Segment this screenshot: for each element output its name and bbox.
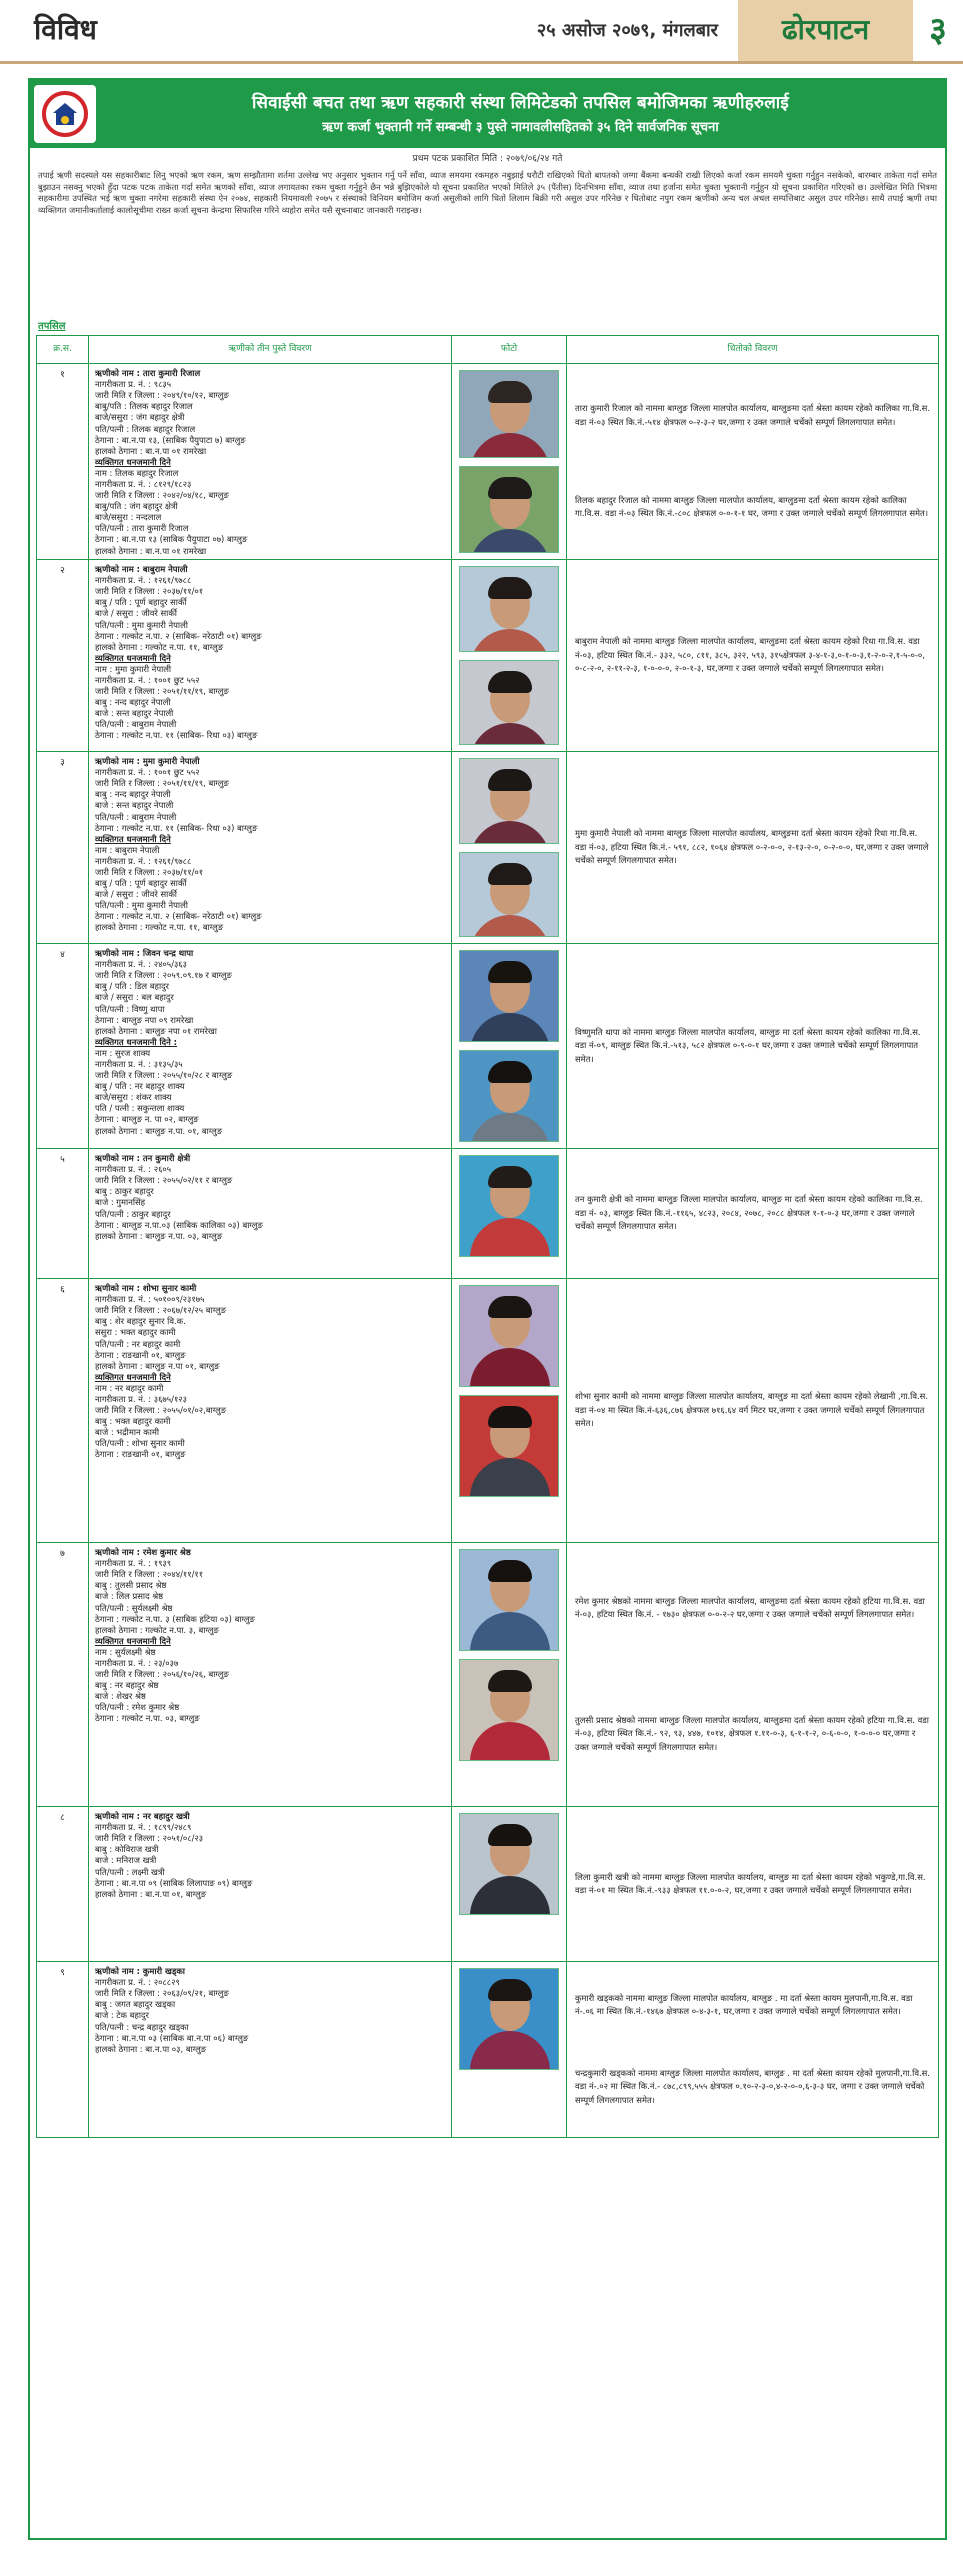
- detail-line: नागरीकता प्र. नं. : १२६१/९७८८: [95, 575, 192, 586]
- detail-line: बाबु : नन्द बहादुर नेपाली: [95, 789, 171, 800]
- man-portrait-icon: [459, 1050, 559, 1142]
- detail-line: बाबु/पति : जंग बहादुर क्षेत्री: [95, 501, 178, 512]
- borrower-name: ऋणीको नाम : बाबुराम नेपाली: [95, 564, 188, 575]
- detail-line: हालको ठेगाना : बाग्लुङ न.पा. ०१, बाग्लुङ: [95, 1125, 223, 1136]
- detail-line: जारी मिति र जिल्ला : २०३७/११/०१: [95, 586, 204, 597]
- detail-line: नागरीकता प्र. नं. : ३१३५/३५: [95, 1059, 183, 1069]
- borrower-details: [89, 1279, 452, 1542]
- borrower-name: ऋणीको नाम : रमेश कुमार श्रेष्ठ: [95, 1547, 191, 1558]
- man-portrait-icon: [459, 950, 559, 1042]
- borrower-name: ऋणीको नाम : नर बहादुर खत्री: [95, 1811, 190, 1822]
- detail-line: बाजे / ससुरा : बल बहादुर: [95, 992, 174, 1003]
- table-row: [37, 1279, 938, 1543]
- detail-line: बाजे : सन्त बहादुर नेपाली: [95, 708, 174, 719]
- detail-line: ठेगाना : राङखानी ०१, बाग्लुङ: [95, 1349, 186, 1360]
- photo-cell: [452, 1807, 567, 1961]
- detail-line: ठेगाना : गल्कोट न.पा. २ (साबिक- नरेठाटी ०१) बाग्लुङ: [95, 630, 262, 641]
- borrower-name: ऋणीको नाम : कुमारी खड्का: [95, 1966, 185, 1977]
- collateral-details: [567, 364, 938, 559]
- detail-line: नागरीकता प्र. नं. : २३/०३७: [95, 1658, 179, 1668]
- detail-line: जारी मिति र जिल्ला : २०४४/११/११: [95, 1569, 204, 1580]
- table-row: [37, 1807, 938, 1962]
- detail-line: बाबु : नर बहादुर श्रेष्ठ: [95, 1680, 159, 1691]
- detail-line: नाम : सुर्यलक्ष्मी श्रेष्ठ: [95, 1646, 156, 1657]
- detail-line: हालको ठेगाना : बा.न.पा ०१ रामरेखा: [95, 445, 207, 456]
- photo-cell: [452, 944, 567, 1148]
- detail-line: ठेगाना : बा.न.पा १३, (साबिक पैयुपाटा ७) बाग्लुङ: [95, 434, 246, 445]
- collateral-details: [567, 944, 938, 1148]
- detail-line: जारी मिति र जिल्ला : २०४९/१०/१२, बाग्लुङ: [95, 390, 229, 401]
- borrower-details: [89, 1149, 452, 1278]
- collateral-details: [567, 752, 938, 943]
- photo-cell: [452, 752, 567, 943]
- collateral-details: [567, 1543, 938, 1806]
- masthead: [0, 0, 963, 64]
- row-serial: ६: [37, 1279, 89, 1542]
- detail-line: बाजे / ससुरा : जीवरे सार्की: [95, 608, 177, 619]
- detail-line: ठेगाना : गल्कोट न.पा. ०३, बाग्लुङ: [95, 1713, 200, 1724]
- photo-cell: [452, 1962, 567, 2137]
- man-portrait-icon: [459, 566, 559, 652]
- detail-line: जारी मिति र जिल्ला : २०६७/१२/२५ बाग्लुङ: [95, 1305, 227, 1316]
- section-title: विविध: [34, 13, 97, 47]
- header-details: ऋणीको तीन पुस्ते विवरण: [89, 336, 452, 363]
- table-row: [37, 364, 938, 560]
- cooperative-logo-icon: [34, 85, 96, 143]
- detail-line: ठेगाना : बाग्लुङ नपा ०९ रामरेखा: [95, 1014, 194, 1025]
- detail-line: बाबु : तुलसी प्रसाद श्रेष्ठ: [95, 1580, 167, 1591]
- detail-line: ससुरा : भक्त बहादुर कामी: [95, 1327, 176, 1338]
- table-row: [37, 1543, 938, 1807]
- woman-portrait-icon: [459, 370, 559, 458]
- detail-line: हालको ठेगाना : बा.न.पा ०३, बाग्लुङ: [95, 2043, 207, 2054]
- detail-line: हालको ठेगाना : गल्कोट न.पा. ११, बाग्लुङ: [95, 641, 224, 652]
- woman-portrait-icon: [459, 1155, 559, 1257]
- detail-line: पति/पत्नी : सुर्यलक्ष्मी श्रेष्ठ: [95, 1602, 173, 1613]
- detail-line: बाबु : शेर बहादुर सुनार वि.क.: [95, 1316, 186, 1327]
- detail-line: नाम : तिलक बहादुर रिजाल: [95, 467, 179, 478]
- woman-portrait-icon: [459, 1659, 559, 1761]
- photo-cell: [452, 1543, 567, 1806]
- publication-date: प्रथम पटक प्रकाशित मिति : २०७९/०६/२४ गते: [412, 154, 563, 164]
- detail-line: जारी मिति र जिल्ला : २०५५/१०/२८ र बाग्लुङ: [95, 1070, 233, 1081]
- detail-line: ठेगाना : गल्कोट न.पा. ११ (साबिक- रिधा ०३) बाग्लुङ: [95, 730, 258, 741]
- row-serial: ९: [37, 1962, 89, 2137]
- borrower-details: [89, 1962, 452, 2137]
- detail-line: बाबु / पति : नर बहादुर शाक्य: [95, 1081, 185, 1092]
- detail-line: हालको ठेगाना : बाग्लुङ न.पा. ०३, बाग्लुङ: [95, 1230, 223, 1241]
- detail-line: नागरीकता प्र. नं. : २६०५: [95, 1164, 172, 1175]
- detail-line: पति/पत्नी : बाबुराम नेपाली: [95, 811, 177, 822]
- guarantor-heading: व्यक्तिगत धनजमानी दिने: [95, 652, 171, 663]
- detail-line: ठेगाना : गल्कोट न.पा. २ (साबिक- नरेठाटी ०१) बाग्लुङ: [95, 911, 262, 922]
- detail-line: नागरीकता प्र. नं. : १००१ छुट ५५२: [95, 767, 200, 778]
- collateral-paragraph: शोभा सुनार कामी को नाममा बाग्लुङ जिल्ला मालपोत कार्यालय, बाग्लुङ मा दर्ता श्रेस्ता कायम रहेको लेखानी ,गा.वि.स. वडा नं-०४ मा स्थित कि.नं-६३६,८७६ क्षेत्रफल ७१६.६४ वर्ग मिटर घर,जग्गा र उक्त जग्गाले चर्चेको सम्पूर्ण लिगलगापात समेत।: [575, 1391, 928, 1429]
- guarantor-heading: व्यक्तिगत धनजमानी दिने: [95, 833, 171, 844]
- detail-line: ठेगाना : राङखानी ०१, बाग्लुङ: [95, 1449, 186, 1460]
- detail-line: बाजे/ससुरा : नन्दलाल: [95, 512, 162, 523]
- collateral-details: [567, 1807, 938, 1961]
- borrower-details: [89, 1807, 452, 1961]
- woman-portrait-icon: [459, 758, 559, 844]
- collateral-paragraph: तारा कुमारी रिजाल को नाममा बाग्लुङ जिल्ला मालपोत कार्यालय, बाग्लुङमा दर्ता श्रेस्ता कायम रहेको कालिका गा.वि.स. वडा नं-०३ स्थित कि.नं.-५१४ क्षेत्रफल ०-२-३-२ घर,जग्गा र उक्त जग्गाले चर्चेको सम्पूर्ण लिगलगापात समेत।: [575, 403, 931, 427]
- notice-subtitle: ऋण कर्जा भुक्तानी गर्ने सम्बन्धी ३ पुस्ते नामावलीसहितको ३५ दिने सार्वजनिक सूचना: [322, 119, 719, 135]
- detail-line: जारी मिति र जिल्ला : २०५१/११/१९, बाग्लुङ: [95, 778, 229, 789]
- row-serial: ७: [37, 1543, 89, 1806]
- detail-line: ठेगाना : बाग्लुङ न. पा ०२, बाग्लुङ: [95, 1114, 199, 1125]
- table-row: [37, 944, 938, 1149]
- collateral-paragraph: चन्द्रकुमारी खड्कको नाममा बाग्लुङ जिल्ला मालपोत कार्यालय, बाग्लुङ . मा दर्ता श्रेस्ता कायम रहेको मुलपानी,गा.वि.स. वडा नं-.०२ मा स्थित कि.नं.- ८७८,८९९,५५५ क्षेत्रफल ०.१०-२-३-०,४-२-०-०,६-३-३ घर, जग्गा र उक्त जग्गाले चर्चेको सम्पूर्ण लिगलगापात समेत।: [575, 2067, 930, 2105]
- detail-line: नागरीकता प्र. नं. : ९८३५: [95, 379, 172, 390]
- borrower-table: [36, 335, 939, 2138]
- borrower-name: ऋणीको नाम : मुमा कुमारी नेपाली: [95, 756, 200, 767]
- woman-portrait-icon: [459, 1285, 559, 1387]
- detail-line: हालको ठेगाना : बाग्लुङ नपा ०१ रामरेखा: [95, 1025, 217, 1036]
- collateral-paragraph: रमेश कुमार श्रेष्ठको नाममा बाग्लुङ जिल्ला मालपोत कार्यालय, बाग्लुङमा दर्ता श्रेस्ता कायम रहेको हटिया गा.वि.स. वडा नं-०३, हटिया स्थित कि.नं. - १७३० क्षेत्रफल ०-०-२-२ घर,जग्गा र उक्त जग्गाले चर्चेको सम्पूर्ण लिगलगापात समेत।: [575, 1596, 925, 1620]
- header-photo: फोटो: [452, 336, 567, 363]
- detail-line: पति/पत्नी : तिलक बहादुर रिजाल: [95, 423, 196, 434]
- guarantor-heading: व्यक्तिगत धनजमानी दिने: [95, 1635, 171, 1646]
- detail-line: हालको ठेगाना : गल्कोट न.पा. ३, बाग्लुङ: [95, 1624, 219, 1635]
- detail-line: हालको ठेगाना : गल्कोट न.पा. ११, बाग्लुङ: [95, 922, 224, 933]
- detail-line: नागरीकता प्र. नं. : ३६७५/१२३: [95, 1394, 188, 1404]
- detail-line: नाम : सुरज शाक्य: [95, 1047, 151, 1058]
- page-number: ३: [913, 0, 963, 61]
- collateral-paragraph: विष्णुमति थापा को नाममा बाग्लुङ जिल्ला मालपोत कार्यालय, बाग्लुङ मा दर्ता श्रेस्ता कायम रहेको कालिका गा.वि.स. वडा नं-०९, बाग्लुङ स्थित कि.नं.-५१३, ५८२ क्षेत्रफल ०-९-०-१ घर,जग्गा र उक्त जग्गाले चर्चेको सम्पूर्ण लिगलगापात समेत।: [575, 1026, 921, 1064]
- man-portrait-icon: [459, 1813, 559, 1915]
- detail-line: नागरीकता प्र. नं. : १८९९/२४८९: [95, 1822, 192, 1833]
- row-serial: ३: [37, 752, 89, 943]
- detail-line: हालको ठेगाना : बा.न.पा ०१, बाग्लुङ: [95, 1888, 207, 1899]
- detail-line: पति/पत्नी : नर बहादुर कामी: [95, 1338, 181, 1349]
- detail-line: पति/पत्नी : बाबुराम नेपाली: [95, 719, 177, 730]
- collateral-paragraph: तन कुमारी क्षेत्री को नाममा बाग्लुङ जिल्ला मालपोत कार्यालय, बाग्लुङ मा दर्ता श्रेस्ता कायम रहेको कालिका गा.वि.स. वडा नं- ०३, बाग्लुङ स्थित कि.नं.-११६५, ४८२३, २०८४, २०७८, २०८८ क्षेत्रफल १-१-०-३ घर,जग्गा र उक्त जग्गाले चर्चेको सम्पूर्ण लिगलगापात समेत।: [575, 1194, 923, 1232]
- detail-line: बाबु : ठाकुर बहादुर: [95, 1186, 154, 1197]
- table-caption: तपसिल: [38, 320, 66, 332]
- detail-line: बाबु / पति : डिल बहादुर: [95, 981, 169, 992]
- detail-line: बाजे : शेखर श्रेष्ठ: [95, 1691, 146, 1702]
- man-portrait-icon: [459, 466, 559, 554]
- detail-line: पति/पत्नी : ठाकुर बहादुर: [95, 1208, 171, 1219]
- guarantor-heading: व्यक्तिगत धनजमानी दिने :: [95, 1036, 178, 1047]
- man-portrait-icon: [459, 1395, 559, 1497]
- detail-line: पति/पत्नी : विष्णु थापा: [95, 1003, 165, 1014]
- newspaper-brand: ढोरपाटन: [738, 0, 913, 61]
- photo-cell: [452, 560, 567, 751]
- borrower-details: [89, 560, 452, 751]
- row-serial: १: [37, 364, 89, 559]
- detail-line: बाबु / पति : पूर्ण बहादुर सार्की: [95, 597, 187, 608]
- detail-line: जारी मिति र जिल्ला : २०५५/०२/११ र बाग्लुङ: [95, 1175, 233, 1186]
- photo-cell: [452, 1279, 567, 1542]
- woman-portrait-icon: [459, 660, 559, 746]
- detail-line: नागरीकता प्र. नं. : ८१२९/१८२३: [95, 479, 192, 489]
- borrower-name: ऋणीको नाम : तारा कुमारी रिजाल: [95, 368, 201, 379]
- detail-line: ठेगाना : गल्कोट न.पा. ११ (साबिक- रिधा ०३) बाग्लुङ: [95, 822, 258, 833]
- detail-line: ठेगाना : गल्कोट न.पा. ३ (साबिक हटिया ०३) बाग्लुङ: [95, 1613, 255, 1624]
- collateral-paragraph: लिला कुमारी खत्री को नाममा बाग्लुङ जिल्ला मालपोत कार्यालय, बाग्लुङ मा दर्ता श्रेस्ता कायम रहेको भकुण्डे,गा.वि.स. वडा नं-०१ मा स्थित कि.नं.-९३३ क्षेत्रफल ११.०-०-२, घर,जग्गा र उक्त जग्गाले चर्चेको सम्पूर्ण लिगलगापात समेत।: [575, 1871, 926, 1896]
- detail-line: पति/पत्नी : लक्ष्मी खत्री: [95, 1866, 165, 1877]
- detail-line: जारी मिति र जिल्ला : २०३७/११/०१: [95, 867, 204, 877]
- detail-line: बाबु : जगत बहादुर खड्का: [95, 1999, 176, 2010]
- notice-title: सिवाईसी बचत तथा ऋण सहकारी संस्था लिमिटेडको तपसिल बमोजिमका ऋणीहरुलाई: [252, 93, 789, 114]
- row-serial: ४: [37, 944, 89, 1148]
- detail-line: नागरीकता प्र. नं. : २०८८२९: [95, 1977, 180, 1988]
- detail-line: जारी मिति र जिल्ला : २०५६/१०/२६, बाग्लुङ: [95, 1669, 229, 1680]
- row-serial: ८: [37, 1807, 89, 1961]
- detail-line: पति/पत्नी : मुमा कुमारी नेपाली: [95, 619, 188, 630]
- borrower-name: ऋणीको नाम : जिवन चन्द्र थापा: [95, 948, 194, 959]
- collateral-paragraph: बाबुराम नेपाली को नाममा बाग्लुङ जिल्ला मालपोत कार्यालय, बाग्लुङमा दर्ता श्रेस्ता कायम रहेको रिधा गा.वि.स. वडा नं-०३, हटिया स्थित कि.नं.- ३३२, ५८०, ८११, ३८५, ३२२, ५९३, ३१५क्षेत्रफल ३-४-१-३,०-१-०-३,१-२-०-२,१-५-०-०, ०-८-२-०, २-११-२-३, १-०-०-०, २-०-१-३, घर,जग्गा र उक्त जग्गाले चर्चेको सम्पूर्ण लिगलगापात समेत।: [575, 636, 925, 674]
- borrower-details: [89, 364, 452, 559]
- row-serial: ५: [37, 1149, 89, 1278]
- collateral-paragraph: तुलसी प्रसाद श्रेष्ठको नाममा बाग्लुङ जिल्ला मालपोत कार्यालय, बाग्लुङमा दर्ता श्रेस्ता कायम रहेको हटिया गा.वि.स. वडा नं-०३, हटिया स्थित कि.नं.- ९२, ९३, ४४७, १०१४, क्षेत्रफल १.११-०-३, ६-१-१-२, ०-६-०-०, १-०-०-० घर,जग्गा र उक्त जग्गाले चर्चेको सम्पूर्ण लिगलगापात समेत।: [575, 1714, 929, 1752]
- detail-line: पति/पत्नी : शोभा सुनार कामी: [95, 1438, 185, 1449]
- detail-line: बाजे / ससुरा : जीवरे सार्की: [95, 889, 177, 900]
- detail-line: हालको ठेगाना : बा.न.पा ०१ रामरेखा: [95, 545, 207, 556]
- table-header: [37, 336, 938, 364]
- collateral-paragraph: मुमा कुमारी नेपाली को नाममा बाग्लुङ जिल्ला मालपोत कार्यालय, बाग्लुङमा दर्ता श्रेस्ता कायम रहेको रिधा गा.वि.स. वडा नं-०३, हटिया स्थित कि.नं.- ५९१, ८८२, १०६४ क्षेत्रफल ०-२-०-०, २-१३-२-०, ०-२-०-०, घर,जग्गा र उक्त जग्गाले चर्चेको सम्पूर्ण लिगलगापात समेत।: [575, 828, 929, 866]
- notice-banner: [30, 80, 945, 148]
- borrower-details: [89, 752, 452, 943]
- detail-line: जारी मिति र जिल्ला : २०५१/११/१९, बाग्लुङ: [95, 686, 229, 697]
- collateral-details: [567, 560, 938, 751]
- detail-line: जारी मिति र जिल्ला : २०५९.०९.१७ र बाग्लुङ: [95, 970, 232, 981]
- detail-line: बाबु/पति : तिलक बहादुर रिजाल: [95, 401, 193, 412]
- detail-line: बाजे : भद्रीमान कामी: [95, 1427, 160, 1438]
- detail-line: नागरीकता प्र. नं. : २४०५/३६३: [95, 959, 188, 970]
- detail-line: जारी मिति र जिल्ला : २०५५/०१/०२,बाग्लुङ: [95, 1405, 227, 1416]
- detail-line: बाजे : मनिराज खत्री: [95, 1855, 157, 1866]
- borrower-details: [89, 1543, 452, 1806]
- detail-line: बाजे : गुमानसिंह: [95, 1197, 146, 1208]
- table-row: [37, 1962, 938, 2137]
- detail-line: पति/पत्नी : रमेश कुमार श्रेष्ठ: [95, 1702, 180, 1713]
- notice-intro: तपाई ऋणी सदस्यले यस सहकारीबाट लिनु भएको ऋण रकम, ऋण सम्झौतामा शर्तमा उल्लेख भए अनुसार भुक्तान गर्नु पर्ने साँवा, व्याज समयमा रकमहरु नबुझाई धरौटी राखिएको धितो बापतको जग्गा बैंकमा बन्धकी राखी लिएको कर्जा रकम समयमै चुक्ता गर्नुहुन नसकेको, बारम्बार ताकेता गर्दा समेत बुझाउन नसक्नु भएको हुँदा पटक पटक ताकेता गर्दा समेत ऋणको साँवा, व्याज लगायतका रकम चुक्ता गर्नुहुने छैन भन्ने बुझिएकोले यो सूचना प्रकाशित भएको मितिले ३५ (पैंतीस) दिनभित्रमा साँवा, व्याज तथा हर्जाना समेत चुक्ता भुक्तानी गर्नुहुन यो सूचना प्रकाशित गरिएको छ। उल्लेखित मिति भित्रमा सहकारीमा उपस्थित भई ऋण चुक्ता नगरेमा सहकारी संस्था ऐन २०७४, सहकारी नियमावली २०७५ र संस्थाको विनियम बमोजिम कर्जा असुलीको लागि धितो लिलाम बिक्री गरी असुल उपर गरिनेछ र धितोबाट नपुग रकम ऋणीको अन्य चल अचल सम्पत्तिबाट असुल उपर गरिनेछ। साथै तपाई ऋणी तथा व्यक्तिगत जमानीकर्तालाई कालोसूचीमा राख्न कर्जा सूचना केन्द्रमा सिफारिस गरिने व्यहोरा समेत यसै सूचनाबाट जानकारी गराइन्छ।: [38, 169, 937, 216]
- detail-line: ठेगाना : बा.न.पा १३ (साबिक पैयुपाटा ०७) बाग्लुङ: [95, 534, 248, 545]
- header-serial: क्र.स.: [37, 336, 89, 363]
- collateral-paragraph: तिलक बहादुर रिजाल को नाममा बाग्लुङ जिल्ला मालपोत कार्यालय, बाग्लुङमा दर्ता श्रेस्ता कायम रहेको कालिका गा.वि.स. वडा नं-०३ स्थित कि.नं.-८०८ क्षेत्रफल ०-०-१-१ घर, जग्गा र उक्त जग्गाले चर्चेको सम्पूर्ण लिगलगापात समेत।: [575, 494, 928, 519]
- table-row: [37, 752, 938, 944]
- table-body: [37, 364, 938, 2137]
- detail-line: बाबु : नन्द बहादुर नेपाली: [95, 697, 171, 708]
- detail-line: बाजे : सन्त बहादुर नेपाली: [95, 800, 174, 811]
- detail-line: नाम : बाबुराम नेपाली: [95, 844, 160, 855]
- detail-line: नागरीकता प्र. नं. : १९३९: [95, 1558, 172, 1569]
- detail-line: नाम : नर बहादुर कामी: [95, 1382, 164, 1393]
- detail-line: नाम : मुमा कुमारी नेपाली: [95, 663, 172, 674]
- photo-cell: [452, 1149, 567, 1278]
- detail-line: बाजे : लिल प्रसाद श्रेष्ठ: [95, 1591, 164, 1602]
- collateral-details: [567, 1279, 938, 1542]
- detail-line: बाबु : कोविराज खत्री: [95, 1844, 159, 1855]
- detail-line: बाजे/ससुरा : शंकर शाक्य: [95, 1092, 172, 1103]
- table-row: [37, 1149, 938, 1279]
- table-row: [37, 560, 938, 752]
- detail-line: बाजे/ससुरा : जंग बहादुर क्षेत्री: [95, 412, 185, 423]
- detail-line: बाबु / पति : पूर्ण बहादुर सार्की: [95, 878, 187, 889]
- detail-line: जारी मिति र जिल्ला : २०४२/०४/१८, बाग्लुङ: [95, 490, 229, 501]
- header-collateral: धितोको विवरण: [727, 343, 778, 354]
- detail-line: पति/पत्नी : तारा कुमारी रिजाल: [95, 523, 189, 534]
- detail-line: पति/पत्नी : चन्द्र बहादुर खड्का: [95, 2021, 189, 2032]
- man-portrait-icon: [459, 852, 559, 938]
- detail-line: जारी मिति र जिल्ला : २०५१/०८/२३: [95, 1833, 204, 1844]
- detail-line: नागरीकता प्र. नं. : १००१ छुट ५५२: [95, 675, 200, 685]
- public-notice: [28, 78, 947, 2540]
- collateral-details: [567, 1962, 938, 2137]
- photo-cell: [452, 364, 567, 559]
- issue-date: २५ असोज २०७९, मंगलबार: [536, 19, 718, 41]
- borrower-name: ऋणीको नाम : तन कुमारी क्षेत्री: [95, 1153, 191, 1164]
- collateral-details: [567, 1149, 938, 1278]
- detail-line: बाबु : भक्त बहादुर कामी: [95, 1416, 171, 1427]
- woman-portrait-icon: [459, 1968, 559, 2070]
- borrower-details: [89, 944, 452, 1148]
- detail-line: नागरीकता प्र. नं. : १२६१/९७८८: [95, 855, 192, 866]
- row-serial: २: [37, 560, 89, 751]
- detail-line: पति / पत्नी : सकुन्तला शाक्य: [95, 1103, 185, 1114]
- man-portrait-icon: [459, 1549, 559, 1651]
- detail-line: ठेगाना : बाग्लुङ न.पा.०३ (साबिक कालिका ०३) बाग्लुङ: [95, 1219, 263, 1230]
- detail-line: बाजे : टेक बहादुर: [95, 2010, 149, 2021]
- guarantor-heading: व्यक्तिगत धनजमानी दिने: [95, 456, 171, 467]
- borrower-name: ऋणीको नाम : शोभा सुनार कामी: [95, 1283, 197, 1294]
- guarantor-heading: व्यक्तिगत धनजमानी दिने: [95, 1371, 171, 1382]
- detail-line: ठेगाना : बा.न.पा ०३ (साबिक बा.न.पा ०६) बाग्लुङ: [95, 2032, 249, 2043]
- detail-line: जारी मिति र जिल्ला : २०६३/०९/२१, बाग्लुङ: [95, 1988, 229, 1999]
- detail-line: हालको ठेगाना : बाग्लुङ न.पा ०१, बाग्लुङ: [95, 1360, 220, 1371]
- detail-line: ठेगाना : बा.न.पा ०९ (साबिक लिलापाङ ०९) बाग्लुङ: [95, 1877, 253, 1888]
- detail-line: पति/पत्नी : मुमा कुमारी नेपाली: [95, 900, 188, 911]
- detail-line: नागरीकता प्र. नं. : ५०१००९/२३१७५: [95, 1294, 205, 1305]
- collateral-paragraph: कुमारी खड्कको नाममा बाग्लुङ जिल्ला मालपोत कार्यालय, बाग्लुङ . मा दर्ता श्रेस्ता कायम मुलपानी,गा.वि.स. वडा नं-.०६ मा स्थित कि.नं.-१४६७ क्षेत्रफल ०-४-३-१, घर,जग्गा र उक्त जग्गाले चर्चेको सम्पूर्ण लिगलगापात समेत।: [575, 1993, 913, 2017]
